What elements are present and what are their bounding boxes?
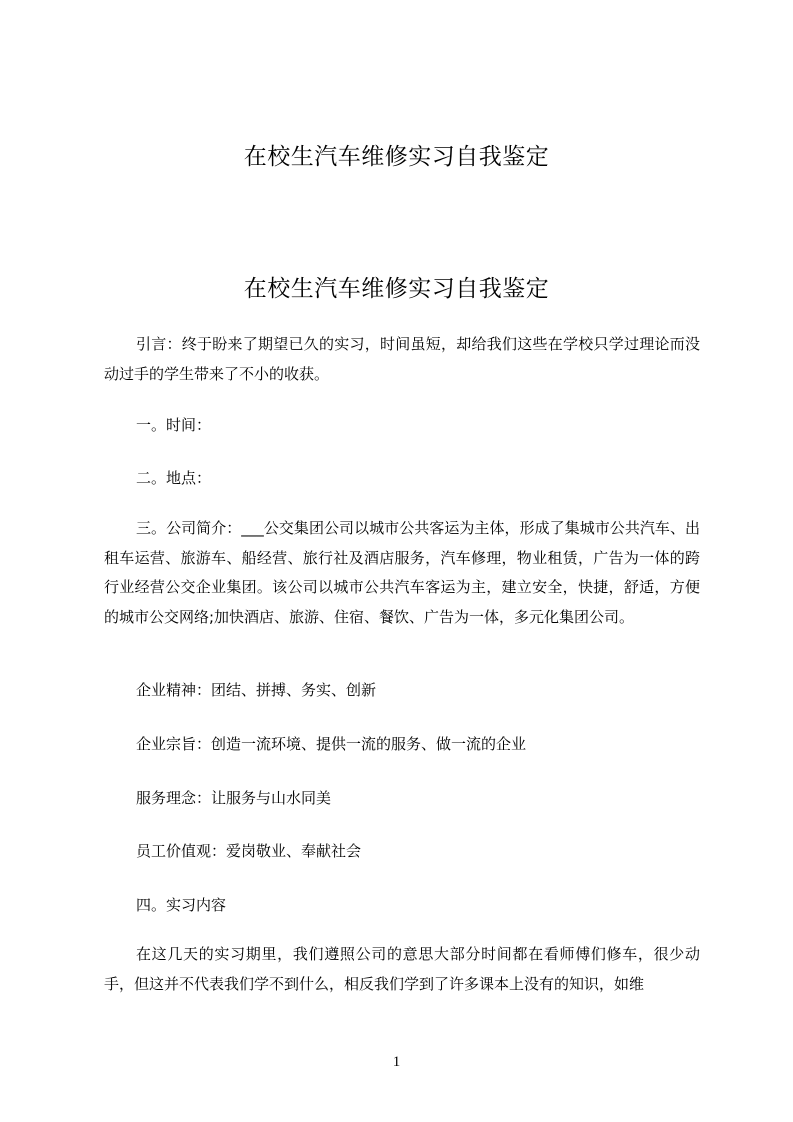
- header-title: 在校生汽车维修实习自我鉴定: [243, 144, 550, 170]
- enterprise-purpose-line: 企业宗旨：创造一流环境、提供一流的服务、做一流的企业: [136, 735, 527, 753]
- main-title: 在校生汽车维修实习自我鉴定: [243, 276, 550, 302]
- time-line: 一。时间：: [136, 416, 212, 434]
- company-intro-paragraph: 三。公司简介：___公交集团公司以城市公共客运为主体，形成了集城市公共汽车、出租车运营、旅游车、船经营、旅行社及酒店服务，汽车修理，物业租赁，广告为一体的跨行业经营公交企业集团。该公司以城市公共汽车客运为主，建立安全，快捷，舒适，方便的城市公交网络;加快酒店、旅游、住宿、餐饮、广告为一体，多元化集团公司。: [104, 519, 700, 626]
- page-number: 1: [392, 1054, 401, 1070]
- internship-content-heading: 四。实习内容: [136, 896, 227, 914]
- internship-content-paragraph: 在这几天的实习期里，我们遵照公司的意思大部分时间都在看师傅们修车，很少动手，但这并不代表我们学不到什么，相反我们学到了许多课本上没有的知识，如维: [104, 945, 700, 993]
- service-concept-line: 服务理念：让服务与山水同美: [136, 789, 332, 807]
- enterprise-spirit-line: 企业精神：团结、拼搏、务实、创新: [136, 681, 377, 699]
- intro-paragraph: 引言：终于盼来了期望已久的实习，时间虽短，却给我们这些在学校只学过理论而没动过手的学生带来了不小的收获。: [104, 335, 700, 383]
- employee-values-line: 员工价值观：爱岗敬业、奉献社会: [136, 842, 362, 860]
- place-line: 二。地点：: [136, 469, 212, 487]
